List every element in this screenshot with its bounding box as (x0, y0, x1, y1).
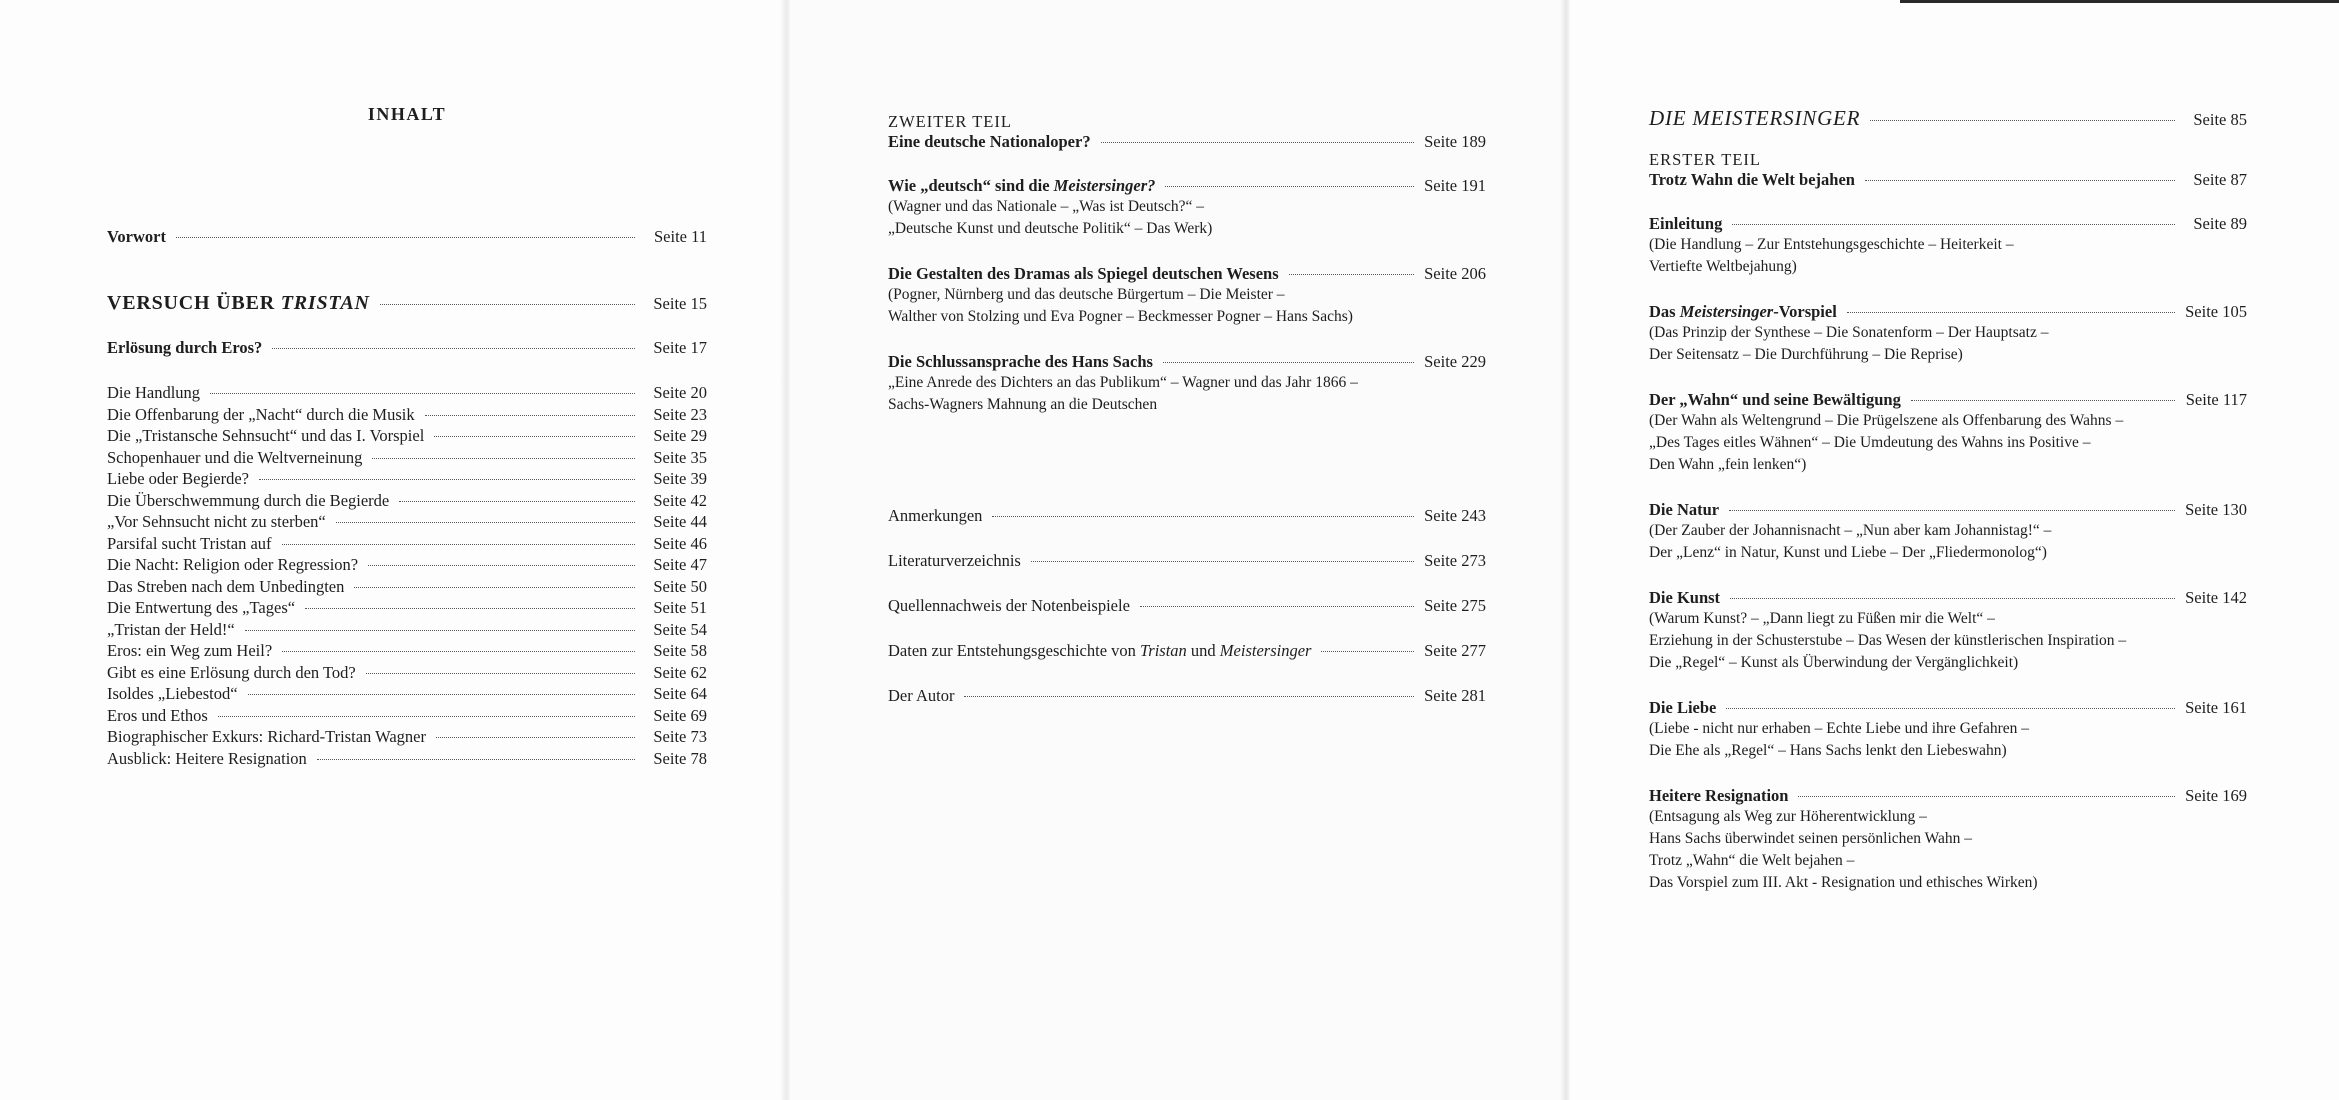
right-toc (1649, 108, 2247, 894)
entry-title: Anmerkungen (888, 506, 983, 525)
entry-page: Seite 46 (653, 533, 707, 553)
entry-page: Seite 85 (2193, 110, 2247, 129)
dot-leader (372, 458, 635, 459)
entry-title: Die Entwertung des „Tages“ (107, 598, 296, 617)
entry-title: Das Meistersinger-Vorspiel (1649, 302, 1837, 321)
entry-page: Seite 15 (653, 294, 707, 313)
entry-subtopics: (Die Handlung – Zur Entstehungsgeschichte – Heiterkeit – Vertiefte Weltbejahung) (1649, 236, 2014, 275)
entry-page: Seite 275 (1424, 596, 1486, 615)
entry-page: Seite 105 (2185, 302, 2247, 321)
toc-entry (107, 534, 707, 556)
entry-title: Liebe oder Begierde? (107, 469, 250, 488)
entry-title: Eros und Ethos (107, 705, 208, 725)
toc-entry-wahn (1649, 390, 2247, 410)
entry-subtopics: (Liebe - nicht nur erhaben – Echte Liebe und ihre Gefahren – Die Ehe als „Regel“ – Hans Sachs lenkt den Liebeswahn) (1649, 720, 2030, 759)
entry-title: Vorwort (107, 227, 166, 246)
toc-entry (107, 684, 707, 706)
toc-entry (107, 577, 707, 599)
toc-entry (107, 491, 707, 513)
entry-title: Daten zur Entstehungsgeschichte von Tristan und Meistersinger (888, 641, 1312, 660)
entry-title: Die Natur (1649, 500, 1720, 519)
toc-entry (107, 426, 707, 448)
toc-entry (107, 663, 707, 685)
entry-page: Seite 281 (1424, 686, 1486, 705)
toc-entry-wie-deutsch (888, 176, 1486, 196)
dot-leader (1321, 651, 1414, 652)
entry-page: Seite 29 (653, 426, 707, 445)
entry-page: Seite 64 (653, 684, 707, 703)
dot-leader (1730, 598, 2175, 599)
entry-title: Eros: ein Weg zum Heil? (107, 641, 273, 660)
entry-page: Seite 78 (653, 748, 707, 768)
toc-entry (107, 706, 707, 728)
dot-leader (399, 501, 635, 502)
entry-title: Die Liebe (1649, 698, 1717, 717)
entry-title: Quellennachweis der Notenbeispiele (888, 596, 1130, 615)
entry-page: Seite 229 (1424, 352, 1486, 371)
left-toc (107, 104, 707, 770)
entry-page: Seite 89 (2193, 214, 2247, 233)
toc-entry-daten (888, 641, 1486, 661)
toc-entry-vorspiel (1649, 302, 2247, 322)
dot-leader (1140, 606, 1414, 607)
entry-subtopics: (Der Wahn als Weltengrund – Die Prügelszene als Offenbarung des Wahns – „Des Tages eitles Wähnen“ – Die Umdeutung des Wahns ins Positive – Den Wahn „fein lenken“) (1649, 412, 2124, 473)
page-edge-line (1900, 0, 2339, 3)
entry-page: Seite 51 (653, 598, 707, 617)
toc-heading: INHALT (367, 104, 447, 124)
entry-page: Seite 206 (1424, 264, 1486, 283)
entry-page: Seite 161 (2185, 698, 2247, 717)
toc-entry (107, 749, 707, 771)
entry-subtopics: (Der Zauber der Johannisnacht – „Nun aber kam Johannistag!“ – Der „Lenz“ in Natur, Kunst und Liebe – Der „Fliedermonolog“) (1649, 522, 2052, 561)
toc-entry-autor (888, 686, 1486, 706)
toc-entry-gestalten (888, 264, 1486, 284)
toc-entry-liebe (1649, 698, 2247, 718)
entry-page: Seite 23 (653, 404, 707, 424)
entry-subtopics: (Wagner und das Nationale – „Was ist Deutsch?“ – „Deutsche Kunst und deutsche Politik“ – Das Werk) (888, 198, 1213, 237)
entry-title: DIE MEISTERSINGER (1649, 106, 1861, 130)
dot-leader (380, 304, 635, 305)
dot-leader (210, 393, 635, 394)
toc-entry (107, 383, 707, 405)
part-label: ERSTER TEIL (1649, 150, 1761, 169)
page-fold-right (1560, 0, 1570, 1100)
entry-title: Der „Wahn“ und seine Bewältigung (1649, 390, 1901, 409)
dot-leader (1101, 142, 1414, 143)
entry-title: Die Kunst (1649, 588, 1721, 607)
toc-entry (107, 555, 707, 577)
entry-subtopics: „Eine Anrede des Dichters an das Publikum“ – Wagner und das Jahr 1866 – Sachs-Wagners Mahnung an die Deutschen (888, 374, 1358, 413)
entry-page: Seite 39 (653, 469, 707, 488)
dot-leader (305, 608, 635, 609)
dot-leader (434, 436, 635, 437)
entry-page: Seite 169 (2185, 786, 2247, 805)
dot-leader (248, 694, 635, 695)
entry-subtopics: (Das Prinzip der Synthese – Die Sonatenform – Der Hauptsatz – Der Seitensatz – Die Durchführung – Die Reprise) (1649, 324, 2049, 363)
entry-page: Seite 47 (653, 555, 707, 574)
entry-title: Der Autor (888, 686, 955, 705)
entry-title: Ausblick: Heitere Resignation (107, 748, 307, 768)
entry-title: Die Handlung (107, 383, 201, 402)
entry-page: Seite 142 (2185, 588, 2247, 607)
toc-entry-trotz-wahn (1649, 170, 2247, 190)
entry-title: Schopenhauer und die Weltverneinung (107, 447, 363, 467)
entry-page: Seite 11 (653, 227, 707, 246)
entry-title: Trotz Wahn die Welt bejahen (1649, 170, 1855, 189)
entry-title: Die Schlussansprache des Hans Sachs (888, 352, 1153, 371)
entry-title: Einleitung (1649, 214, 1723, 233)
entry-page: Seite 243 (1424, 506, 1486, 525)
entry-page: Seite 117 (2185, 390, 2247, 409)
dot-leader (282, 651, 635, 652)
entry-page: Seite 189 (1424, 132, 1486, 151)
entry-title: Literaturverzeichnis (888, 551, 1021, 570)
toc-entry-einleitung (1649, 214, 2247, 234)
entry-title: Erlösung durch Eros? (107, 338, 263, 357)
entry-title: Parsifal sucht Tristan auf (107, 533, 272, 553)
toc-entry (107, 727, 707, 749)
entry-page: Seite 69 (653, 705, 707, 725)
dot-leader (176, 237, 635, 238)
dot-leader (1865, 180, 2175, 181)
part-label: ZWEITER TEIL (888, 112, 1012, 131)
toc-entry-literatur (888, 551, 1486, 571)
entry-title: Isoldes „Liebestod“ (107, 684, 238, 703)
entry-page: Seite 273 (1424, 551, 1486, 570)
toc-entry (107, 512, 707, 534)
toc-entry-natur (1649, 500, 2247, 520)
dot-leader (1163, 362, 1414, 363)
dot-leader (259, 479, 635, 480)
toc-entry (107, 598, 707, 620)
entry-page: Seite 191 (1424, 176, 1486, 195)
entry-title: Die Gestalten des Dramas als Spiegel deutschen Wesens (888, 264, 1279, 283)
dot-leader (1726, 708, 2175, 709)
toc-entry-vorwort (107, 227, 707, 247)
toc-entry (107, 641, 707, 663)
entry-page: Seite 277 (1424, 641, 1486, 660)
entry-title: „Vor Sehnsucht nicht zu sterben“ (107, 512, 326, 531)
entry-title: Wie „deutsch“ sind die Meistersinger? (888, 176, 1156, 195)
dot-leader (1289, 274, 1414, 275)
dot-leader (992, 516, 1414, 517)
page-fold-left (780, 0, 790, 1100)
dot-leader (366, 673, 635, 674)
toc-entry-kunst (1649, 588, 2247, 608)
middle-toc (888, 112, 1486, 706)
toc-entry (107, 448, 707, 470)
dot-leader (272, 348, 635, 349)
entry-page: Seite 50 (653, 576, 707, 596)
entry-title: Die „Tristansche Sehnsucht“ und das I. Vorspiel (107, 426, 425, 445)
dot-leader (964, 696, 1414, 697)
entry-subtopics: (Entsagung als Weg zur Höherentwicklung – Hans Sachs überwindet seinen persönlichen Wahn – Trotz „Wahn“ die Welt bejahen – Das Vorspiel zum III. Akt - Resignation und ethisches Wirken) (1649, 808, 2038, 891)
toc-chapter-list (107, 383, 707, 770)
entry-title: Das Streben nach dem Unbedingten (107, 576, 345, 596)
dot-leader (436, 737, 635, 738)
entry-page: Seite 42 (653, 490, 707, 510)
toc-entry-schlussansprache (888, 352, 1486, 372)
entry-page: Seite 130 (2185, 500, 2247, 519)
entry-title: „Tristan der Held!“ (107, 619, 235, 639)
entry-title: Gibt es eine Erlösung durch den Tod? (107, 662, 356, 682)
toc-entry-heitere-resignation (1649, 786, 2247, 806)
toc-entry-quellen (888, 596, 1486, 616)
dot-leader (1165, 186, 1414, 187)
entry-subtopics: (Warum Kunst? – „Dann liegt zu Füßen mir die Welt“ – Erziehung in der Schusterstube – Das Wesen der künstlerischen Inspiration – Die „Regel“ – Kunst als Überwindung der Vergänglichkeit) (1649, 610, 2127, 671)
dot-leader (425, 415, 635, 416)
toc-entry (107, 469, 707, 491)
entry-title: Biographischer Exkurs: Richard-Tristan Wagner (107, 727, 426, 746)
entry-title: Heitere Resignation (1649, 786, 1789, 805)
entry-subtopics: (Pogner, Nürnberg und das deutsche Bürgertum – Die Meister – Walther von Stolzing und Eva Pogner – Beckmesser Pogner – Hans Sachs) (888, 286, 1353, 325)
toc-entry (107, 620, 707, 642)
entry-page: Seite 17 (653, 338, 707, 357)
dot-leader (1798, 796, 2175, 797)
entry-page: Seite 54 (653, 619, 707, 639)
dot-leader (245, 630, 635, 631)
entry-page: Seite 62 (653, 662, 707, 682)
entry-page: Seite 35 (653, 447, 707, 467)
toc-entry-anmerkungen (888, 506, 1486, 526)
dot-leader (1847, 312, 2175, 313)
entry-page: Seite 87 (2193, 170, 2247, 189)
dot-leader (368, 565, 635, 566)
dot-leader (1870, 120, 2175, 121)
dot-leader (1729, 510, 2175, 511)
dot-leader (1732, 224, 2175, 225)
entry-page: Seite 20 (653, 383, 707, 402)
dot-leader (317, 759, 635, 760)
entry-title: Die Überschwemmung durch die Begierde (107, 490, 390, 510)
toc-entry (107, 405, 707, 427)
toc-entry-nationaloper (888, 132, 1486, 152)
entry-page: Seite 73 (653, 727, 707, 746)
dot-leader (218, 716, 635, 717)
toc-entry-tristan (107, 293, 707, 314)
toc-entry-erloesung (107, 338, 707, 358)
entry-title: Die Nacht: Religion oder Regression? (107, 555, 359, 574)
dot-leader (282, 544, 635, 545)
toc-entry-meistersinger (1649, 108, 2247, 130)
dot-leader (1911, 400, 2175, 401)
entry-title: Die Offenbarung der „Nacht“ durch die Musik (107, 404, 415, 424)
dot-leader (1031, 561, 1414, 562)
entry-page: Seite 44 (653, 512, 707, 531)
dot-leader (336, 522, 635, 523)
entry-title: Eine deutsche Nationaloper? (888, 132, 1091, 151)
entry-title: VERSUCH ÜBER TRISTAN (107, 292, 370, 314)
dot-leader (354, 587, 635, 588)
entry-page: Seite 58 (653, 641, 707, 660)
